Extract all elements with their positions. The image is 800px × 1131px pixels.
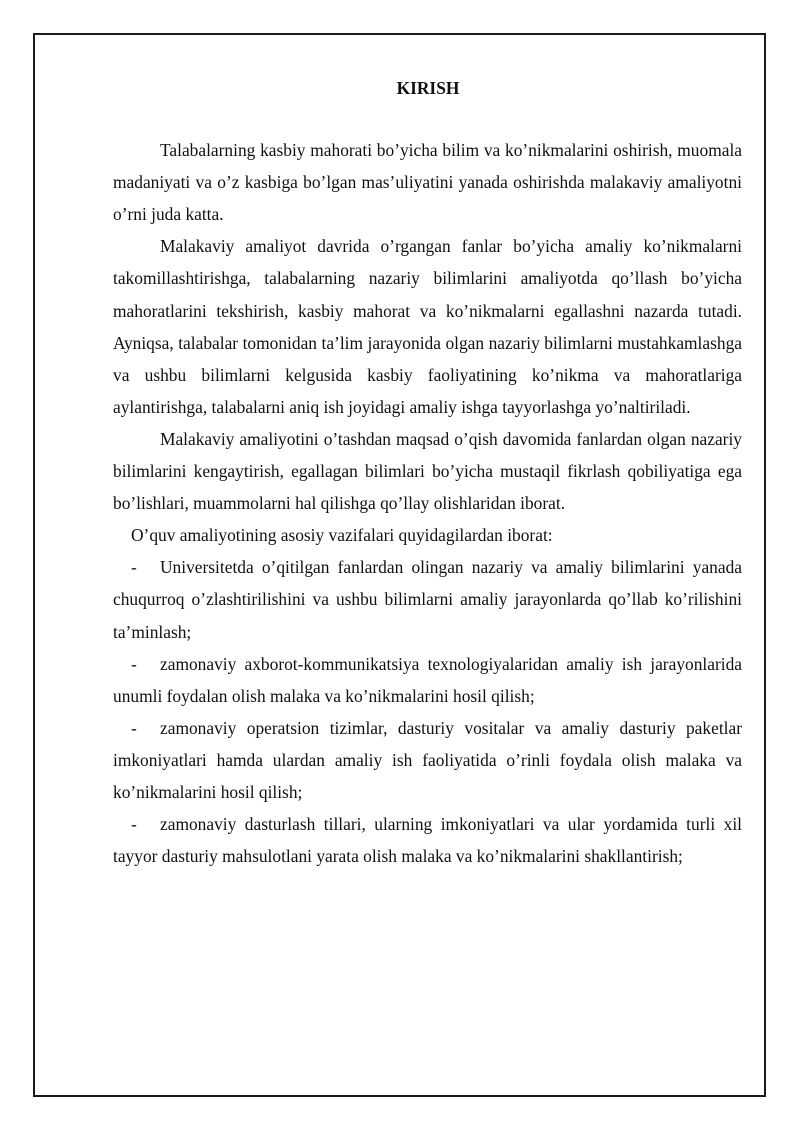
list-item-text: zamonaviy dasturlash tillari, ularning imkoniyatlari va ular yordamida turli xil tayyor dasturiy mahsulotlani yarata olish malaka va ko’nikmalarini shakllantirish;: [113, 814, 742, 867]
list-item: [113, 808, 742, 872]
document-body: [113, 70, 742, 872]
list-item: [113, 551, 742, 647]
dash-bullet-icon: -: [131, 653, 137, 674]
dash-bullet-icon: -: [131, 814, 137, 835]
list-intro: O’quv amaliyotining asosiy vazifalari quyidagilardan iborat:: [131, 525, 553, 546]
dash-bullet-icon: -: [131, 717, 137, 738]
paragraph-1: Talabalarning kasbiy mahorati bo’yicha bilim va ko’nikmalarini oshirish, muomala madaniyati va o’z kasbiga bo’lgan mas’uliyatini yanada oshirishda malakaviy amaliyotni o’rni juda katta.: [113, 140, 742, 225]
dash-bullet-icon: -: [131, 557, 137, 578]
list-item: [113, 648, 742, 712]
task-list: [113, 551, 742, 872]
section-title: KIRISH: [396, 78, 460, 98]
paragraph-3: Malakaviy amaliyotini o’tashdan maqsad o’qish davomida fanlardan olgan nazariy bilimlarini kengaytirish, egallagan bilimlari bo’yicha mustaqil fikrlash qobiliyatiga ega bo’lishlari, muammolarni hal qilishga qo’llay olishlaridan iborat.: [113, 428, 742, 514]
paragraph-2: Malakaviy amaliyot davrida o’rgangan fanlar bo’yicha amaliy ko’nikmalarni takomillashtirishga, talabalarning nazariy bilimlarini amaliyotda qo’llash bo’yicha mahoratlarini tekshirish, kasbiy mahorat va ko’nikmalarni egallashni nazarda tutadi. Ayniqsa, talabalar tomonidan ta’lim jarayonida olgan nazariy bilimlarni mustahkamlashga va ushbu bilimlarni kelgusida kasbiy faoliyatining ko’nikma va mahoratlariga aylantirishga, talabalarni aniq ish joyidagi amaliy ishga tayyorlashga yo’naltiriladi.: [113, 236, 742, 417]
list-item-text: Universitetda o’qitilgan fanlardan olingan nazariy va amaliy bilimlarini yanada chuqurroq o’zlashtirilishini va ushbu bilimlarni amaliy jarayonlarda qo’llab ko’rilishini ta’minlash;: [113, 557, 742, 642]
list-item-text: zamonaviy operatsion tizimlar, dasturiy vositalar va amaliy dasturiy paketlar imkoniyatlari hamda ulardan amaliy ish faoliyatida o’rinli foydala olish malaka va ko’nikmalarini hosil qilish;: [113, 717, 742, 802]
list-item-text: zamonaviy axborot-kommunikatsiya texnologiyalaridan amaliy ish jarayonlarida unumli foydalan olish malaka va ko’nikmalarini hosil qilish;: [113, 653, 742, 706]
list-item: [113, 712, 742, 808]
